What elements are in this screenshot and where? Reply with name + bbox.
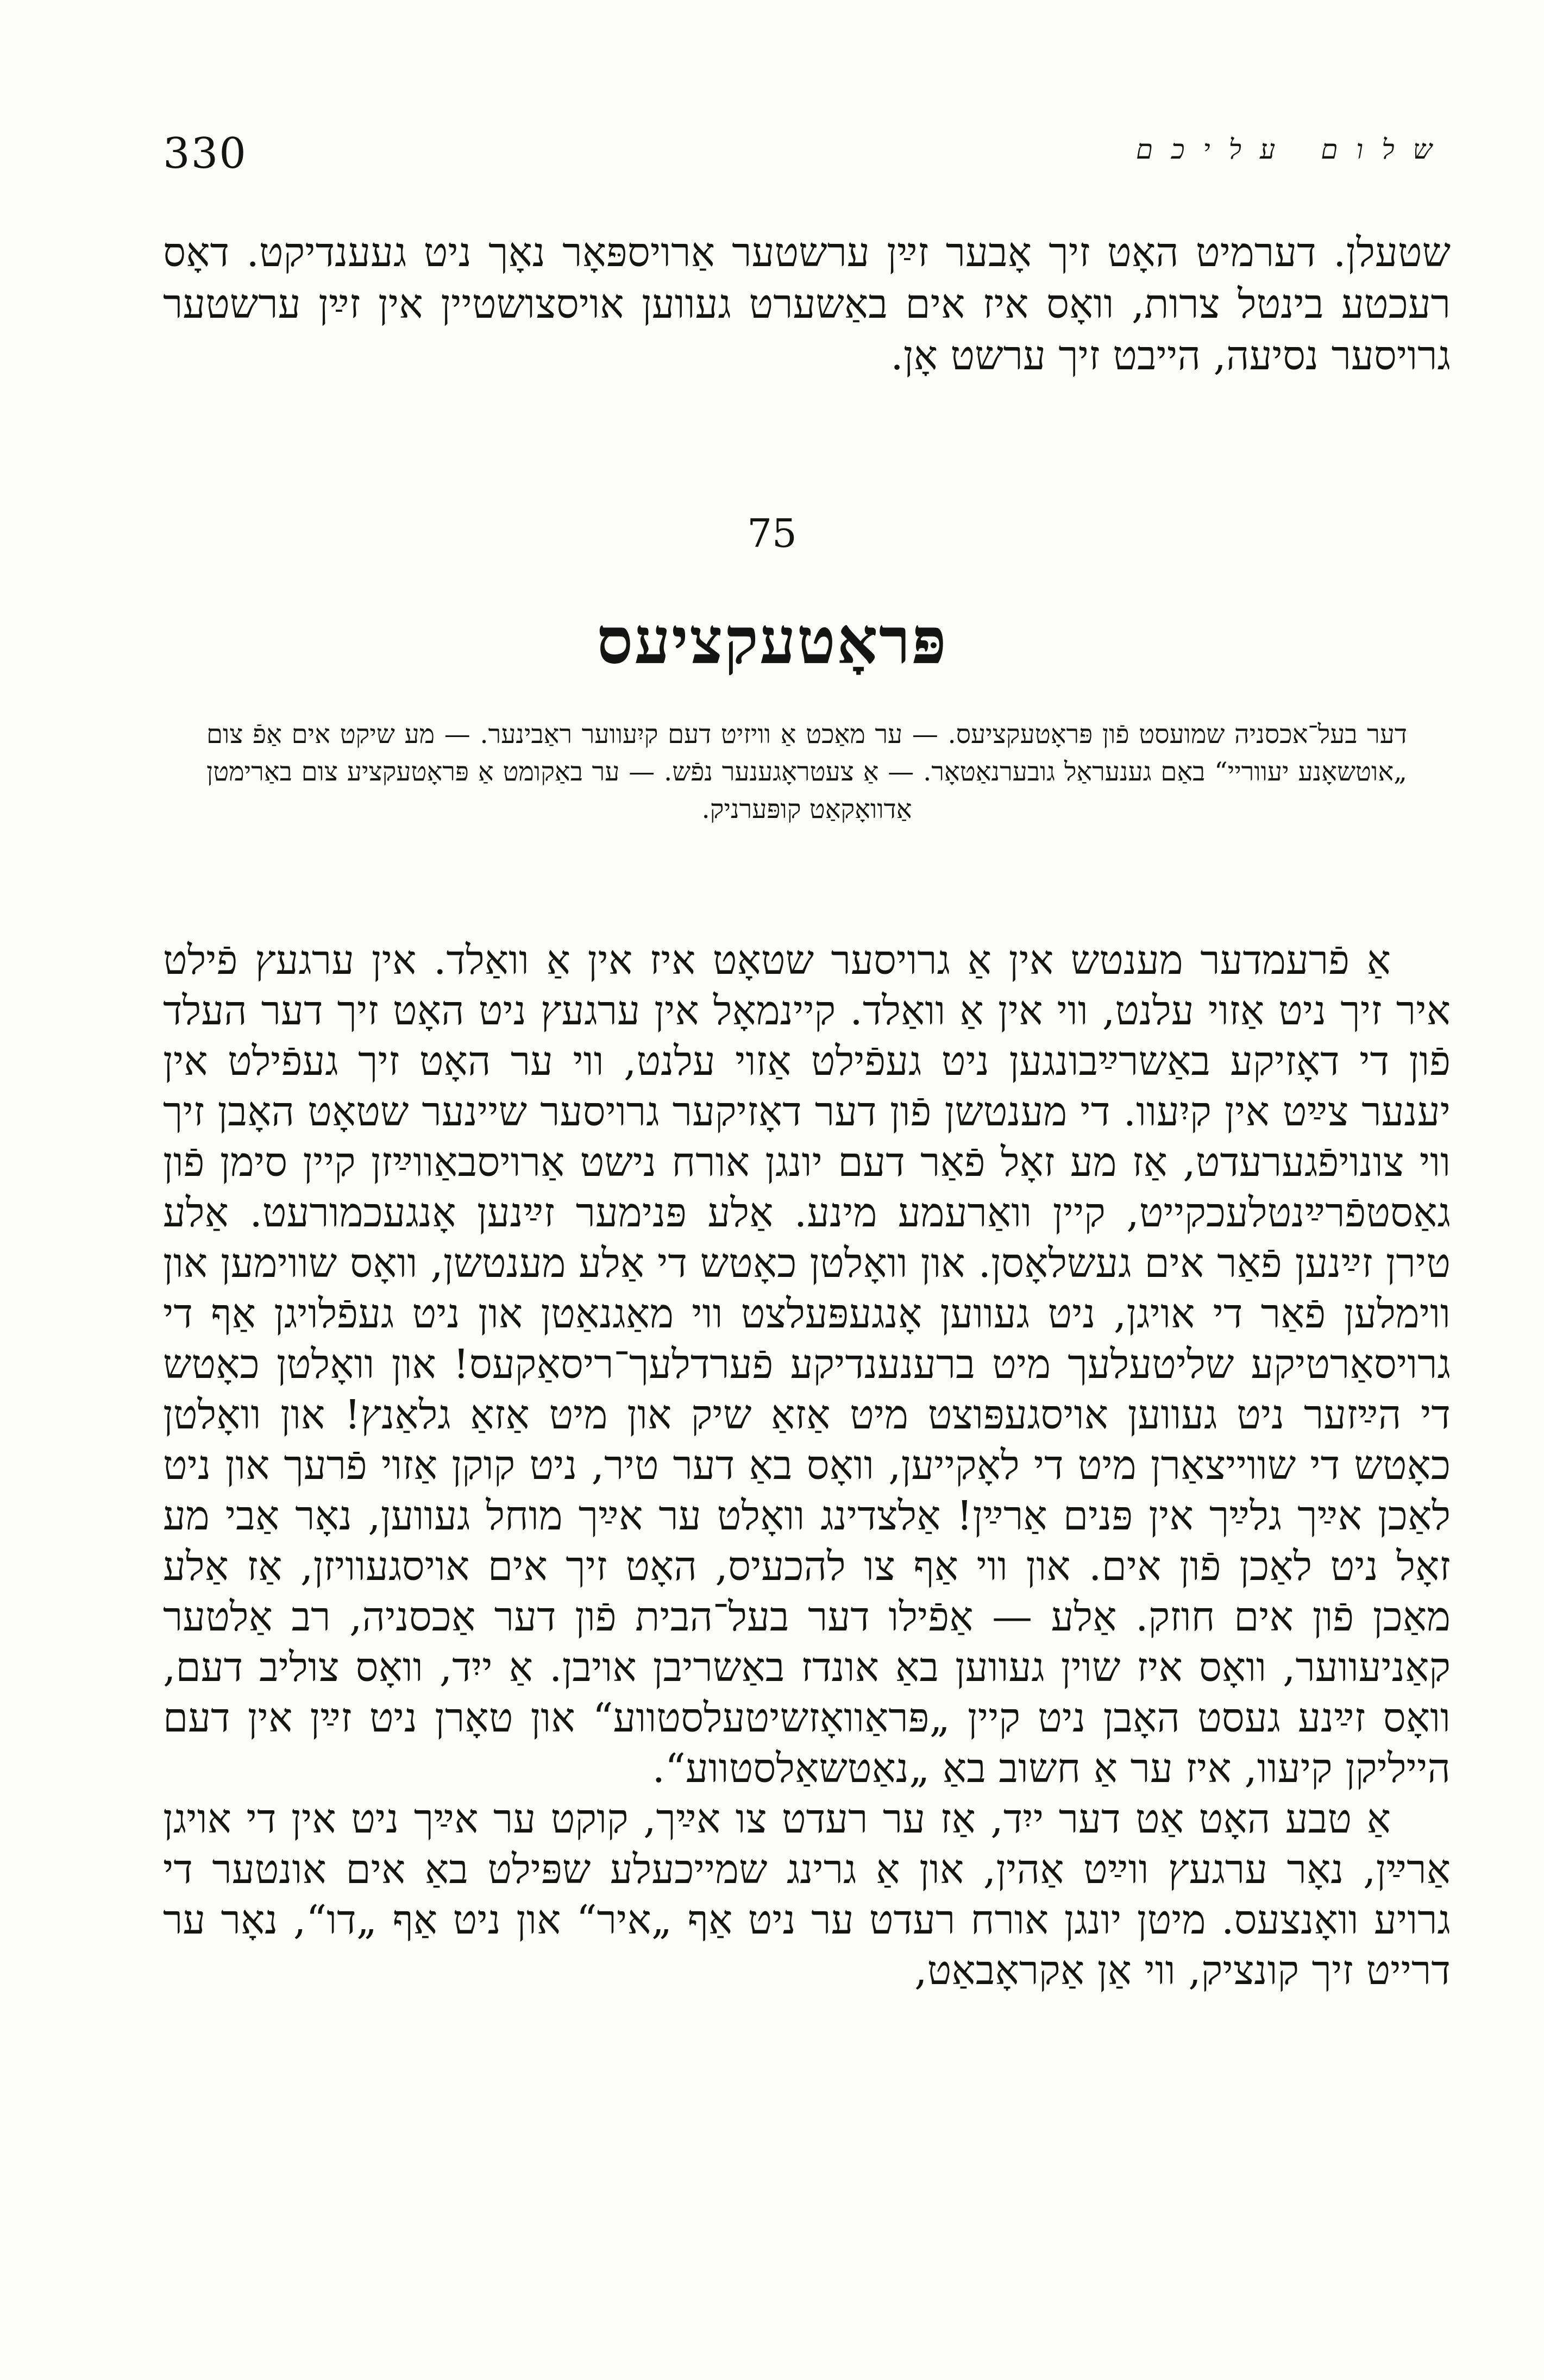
running-title: שלום עליכם xyxy=(1135,134,1451,165)
body-paragraph: אַ פֿרעמדער מענטש אין אַ גרויסער שטאָט איז אין אַ וואַלד. אין ערגעץ פֿילט איר זיך ניט אַזוי עלנט, ווי אין אַ וואַלד. קיינמאָל אין ערגעץ ניט האָט זיך דער העלד פֿון די דאָזיקע באַשרײַבונגען ניט געפֿילט אַזוי עלנט, ווי ער האָט זיך געפֿילט אין יענער צײַט אין קיִעוו. די מענטשן פֿון דער דאָזיקער גרויסער שיינער שטאָט האָבן זיך ווי צונויפֿגערעדט, אַז מע זאָל פֿאַר דעם יונגן אורח נישט אַרויסבאַווײַזן קיין סימן פֿון גאַסטפֿרײַנטלעכקייט, קיין וואַרעמע מינע. אַלע פּנימער זײַנען אָנגעכמורעט. אַלע טירן זײַנען פֿאַר אים געשלאָסן. און וואָלטן כאָטש די אַלע מענטשן, וואָס שווימען און ווימלען פֿאַר די אויגן, ניט געווען אָנגעפּעלצט ווי מאַגנאַטן און ניט געפֿלויגן אַף די גרויסאַרטיקע שליטעלעך מיט ברענענדיקע פֿערדלעך־ריסאַקעס! און וואָלטן כאָטש די הײַזער ניט געווען אויסגעפּוצט מיט אַזאַ שיק און מיט אַזאַ גלאַנץ! און וואָלטן כאָטש די שווייצאַרן מיט די לאָקייען, וואָס באַ דער טיר, ניט קוקן אַזוי פֿרעך און ניט לאַכן אײַך גלײַך אין פּנים אַרײַן! אַלצדינג וואָלט ער אײַך מוחל געווען, נאָר אַבי מע זאָל ניט לאַכן פֿון אים. און ווי אַף צו להכעיס, האָט זיך אים אויסגעוויזן, אַז אַלע מאַכן פֿון אים חוזק. אַלע — אַפֿילו דער בעל־הבית פֿון דער אַכסניה, רב אַלטער קאַניעווער, וואָס איז שוין געווען באַ אונדז באַשריבן אויבן. אַ ייִד, וואָס צוליב דעם, וואָס זײַנע געסט האָבן ניט קיין „פּראַוואָזשיטעלסטווע“ און טאָרן ניט זײַן אין דעם הייליקן קיעוו, איז ער אַ חשוב באַ „נאַטשאַלסטווע“. xyxy=(163,937,1451,1792)
page-number: 330 xyxy=(163,129,247,178)
chapter-number: 75 xyxy=(747,511,797,556)
body-paragraph: אַ טבע האָט אַט דער ייִד, אַז ער רעדט צו אײַך, קוקט ער אײַך ניט אין די אויגן אַרײַן, נאָר ערגעץ ווײַט אַהין, און אַ גרינג שמייכעלע שפּילט באַ אים אונטער די גרויע וואָנצעס. מיטן יונגן אורח רעדט ער ניט אַף „איר“ און ניט אַף „דו“, נאָר ער דרייט זיך קונציק, ווי אַן אַקראָבאַט, xyxy=(163,1796,1451,1994)
opening-paragraph xyxy=(163,227,1451,382)
paragraph: שטעלן. דערמיט האָט זיך אָבער זײַן ערשטער אַרויספּאָר נאָך ניט געענדיקט. דאָס רעכטע בינטל צרות, וואָס איז אים באַשערט געווען אויסצושטיין אין זײַן ערשטער גרויסער נסיעה, הייבט זיך ערשט אָן. xyxy=(163,229,1451,379)
chapter-synopsis xyxy=(206,716,1407,828)
running-header xyxy=(163,129,1451,178)
synopsis-text: דער בעל־אכסניה שמועסט פֿון פּראָטעקציעס. — ער מאַכט אַ וויזיט דעם קיִעווער ראַבינער. — מע שיקט אים אַפֿ צום „אוטשאָנע יעווריי“ באַם גענעראַל גובערנאַטאָר. — אַ צעטראָגענער נפֿש. — ער באַקומט אַ פּראָטעקציע צום באַרימטן אַדוואָקאַט קופּערניק. xyxy=(206,719,1407,824)
chapter-body xyxy=(163,935,1451,1996)
chapter-title: פּראָטעקציעס xyxy=(597,603,947,678)
